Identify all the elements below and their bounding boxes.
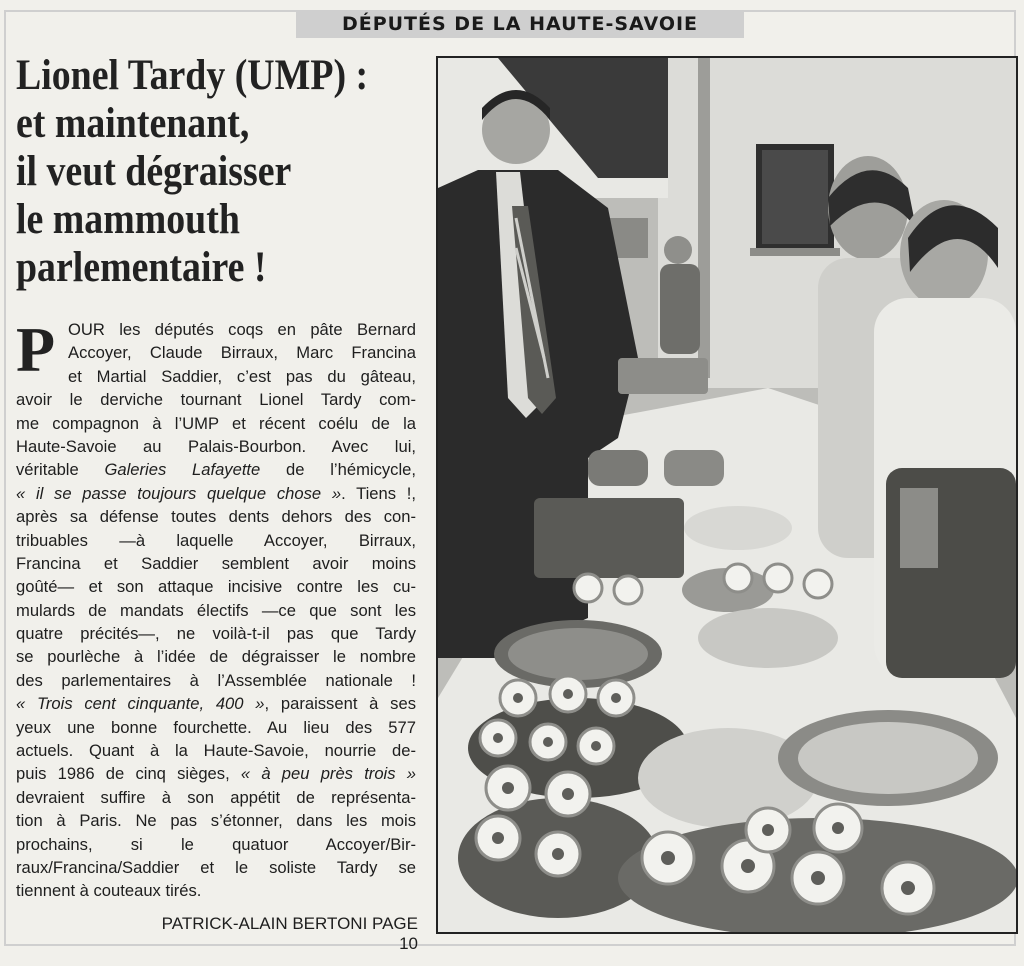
article-line: goûté— et son attaque incisive contre les cu- [16, 577, 416, 597]
article-italic: « il se passe toujours quelque chose » [16, 483, 342, 503]
headline-line-3: il veut dégraisser [16, 148, 292, 195]
article-line: tribuables —à laquelle Accoyer, Birraux, [16, 530, 416, 550]
article-line [16, 482, 416, 505]
article-line: OUR les députés coqs en pâte Bernard [68, 320, 416, 339]
article-text: de l’hémicycle, [260, 460, 416, 480]
article-text: puis 1986 de cinq sièges, [16, 764, 241, 784]
article-line [16, 762, 416, 785]
article-line: mulards de mandats électifs —ce que sont les [16, 600, 416, 620]
article-italic: « Trois cent cinquante, 400 » [16, 694, 265, 714]
article-line: et Martial Saddier, c’est pas du gâteau, [68, 366, 416, 386]
article-line: après sa défense toutes dents dehors des con- [16, 507, 416, 527]
article-line [16, 692, 416, 715]
article-line: Accoyer, Claude Birraux, Marc Francina [68, 343, 416, 363]
article-line: avoir le derviche tournant Lionel Tardy com- [16, 390, 416, 410]
article-line: actuels. Quant à la Haute-Savoie, nourrie de- [16, 741, 416, 761]
section-banner [296, 10, 744, 38]
article-italic: « à peu près trois » [240, 764, 416, 784]
headline-line-5: parlementaire ! [16, 244, 267, 291]
article-text: véritable [16, 460, 105, 480]
headline-line-4: le mammouth [16, 196, 240, 243]
headline [16, 52, 377, 292]
article-line: quatre précités—, ne voilà-t-il pas que Tardy [16, 624, 416, 644]
article-body [16, 314, 416, 903]
article-line: Francina et Saddier semblent avoir moins [16, 553, 416, 573]
article-line: se pourlèche à l’idée de dégraisser le nombre [16, 647, 416, 667]
article-line: Haute-Savoie au Palais-Bourbon. Avec lui, [16, 436, 416, 456]
article-line [16, 458, 416, 481]
article-line: me compagnon à l’UMP et récent coélu de la [16, 413, 416, 433]
headline-line-1: Lionel Tardy (UMP) : [16, 52, 369, 99]
photo-illustration [438, 58, 1016, 932]
article-line: prochains, si le quatuor Accoyer/Bir- [16, 834, 416, 854]
article-line: raux/Francina/Saddier et le soliste Tardy se [16, 857, 416, 877]
article-text: . Tiens !, [341, 483, 416, 503]
article-line: yeux une bonne fourchette. Au lieu des 577 [16, 717, 416, 737]
article-line: tion à Paris. Ne pas s’étonner, dans les mois [16, 811, 416, 831]
article-text: , paraissent à ses [264, 694, 416, 714]
news-photo [436, 56, 1018, 934]
byline: PATRICK-ALAIN BERTONI PAGE 10 [161, 914, 418, 953]
headline-line-2: et maintenant, [16, 100, 250, 147]
article-line: devraient suffire à son appétit de représenta- [16, 787, 416, 807]
article-line: des parlementaires à l’Assemblée nationale ! [16, 670, 416, 690]
article-italic: Galeries Lafayette [104, 460, 261, 480]
section-title: DÉPUTÉS DE LA HAUTE-SAVOIE [341, 13, 699, 35]
article-line: tiennent à couteaux tirés. [16, 881, 202, 901]
drop-cap: P [16, 314, 56, 385]
